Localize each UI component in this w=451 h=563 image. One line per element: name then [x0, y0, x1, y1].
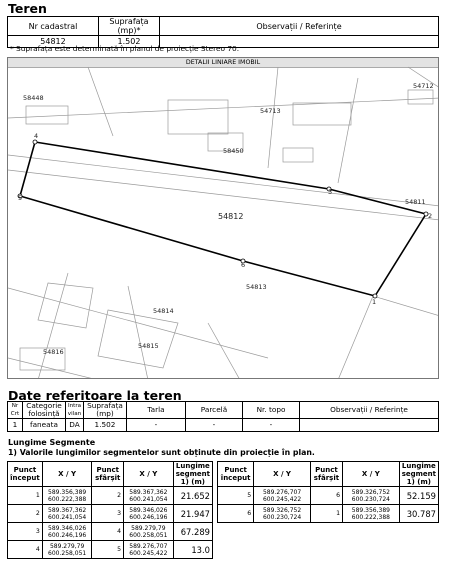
boundary-line [208, 323, 240, 379]
segment-end-xy [124, 487, 174, 505]
header-punct-sfarsit: Punct sfârșit [92, 462, 124, 487]
header-categorie: Categorie folosință [23, 402, 66, 419]
segment-end: 1 [310, 505, 342, 523]
coord-x: 589.367,362 [48, 506, 87, 514]
header-punct-inceput: Punct început [8, 462, 43, 487]
coord-x: 589.276,707 [262, 488, 302, 496]
segment-start: 6 [218, 505, 254, 523]
segment-start: 3 [8, 523, 43, 541]
building-outline [283, 148, 313, 162]
segments-table-right [217, 461, 439, 523]
coord-y: 600.222,388 [48, 495, 87, 503]
segment-end-xy [124, 541, 174, 559]
segments-right-body [218, 487, 439, 523]
building-outline [98, 310, 178, 368]
parcel-label: 54811 [405, 198, 426, 206]
segment-start: 2 [8, 505, 43, 523]
header-tarla: Tarla [127, 402, 186, 419]
parcel-label: 54712 [413, 82, 434, 90]
header-lungime: Lungime segment 1) (m) [173, 462, 212, 487]
building-outline [168, 100, 228, 134]
coord-x: 589.279,79 [49, 542, 85, 550]
parcel-label: 54815 [138, 342, 159, 350]
segment-end-xy [343, 487, 400, 505]
vertex-2-label: 2 [428, 212, 433, 220]
coord-x: 589.279,79 [131, 524, 166, 532]
cell-observatii [300, 419, 439, 432]
segment-end: 4 [92, 523, 124, 541]
coord-y: 600.245,422 [262, 495, 302, 503]
segment-length: 52.159 [399, 487, 438, 505]
coord-x: 589.326,752 [351, 488, 390, 496]
section-title-date-teren: Date referitoare la teren [8, 388, 182, 403]
boundary-line [128, 286, 148, 379]
cell-suprafata: 1.502 [84, 419, 127, 432]
segment-end: 6 [310, 487, 342, 505]
parcel-label: 58450 [223, 147, 244, 155]
segment-row [218, 505, 439, 523]
segment-start: 1 [8, 487, 43, 505]
segment-end-xy [343, 505, 400, 523]
coord-y: 600.258,051 [129, 531, 168, 539]
coord-y: 600.246,196 [48, 531, 87, 539]
boundary-line [38, 273, 68, 379]
header-lungime: Lungime segment 1) (m) [399, 462, 438, 487]
segment-start-xy [254, 487, 311, 505]
header-suprafata: Suprafața (mp)* [99, 17, 160, 36]
cell-categorie: faneata [23, 419, 66, 432]
header-nr-crt: Nr Crt [8, 402, 23, 419]
header-nr-topo: Nr. topo [243, 402, 300, 419]
segment-start-xy [254, 505, 311, 523]
header-xy: X / Y [124, 462, 174, 487]
segment-end-xy [124, 505, 174, 523]
cell-suprafata: 1.502 [99, 36, 160, 48]
parcel-label: 54814 [153, 307, 174, 315]
vertex-3-label: 3 [328, 188, 333, 196]
segment-end: 2 [92, 487, 124, 505]
header-xy: X / Y [254, 462, 311, 487]
coord-x: 589.356,389 [351, 506, 390, 514]
cell-nr-cadastral: 54812 [8, 36, 99, 48]
vertex-4-marker [33, 140, 37, 144]
coord-x: 589.367,362 [129, 488, 168, 496]
cell-nr-crt: 1 [8, 419, 23, 432]
coord-y: 600.230,724 [351, 495, 390, 503]
segment-length: 21.652 [173, 487, 212, 505]
header-observatii: Observații / Referințe [160, 17, 439, 36]
header-observatii: Observații / Referințe [300, 402, 439, 419]
segment-end: 5 [92, 541, 124, 559]
coord-x: 589.346,026 [129, 506, 168, 514]
section-title-segmente: Lungime Segmente [8, 438, 96, 447]
header-xy: X / Y [42, 462, 92, 487]
segment-row [218, 487, 439, 505]
header-parcela: Parcelă [186, 402, 243, 419]
parcel-label: 54813 [246, 283, 267, 291]
segment-row [8, 541, 213, 559]
section-title-teren: Teren [8, 1, 47, 16]
boundary-line [8, 358, 98, 379]
coord-x: 589.346,026 [48, 524, 87, 532]
coord-y: 600.241,054 [129, 495, 168, 503]
coord-y: 600.245,422 [129, 549, 168, 557]
coord-y: 600.230,724 [262, 513, 302, 521]
date-teren-table [7, 401, 439, 432]
parcel-label: 58448 [23, 94, 44, 102]
header-xy: X / Y [343, 462, 400, 487]
segment-row [8, 523, 213, 541]
segment-start: 4 [8, 541, 43, 559]
segment-start-xy [42, 541, 92, 559]
road-edge-upper [8, 155, 439, 206]
parcel-map [7, 57, 439, 379]
parcel-label-main: 54812 [218, 212, 244, 221]
segment-start-xy [42, 523, 92, 541]
vertex-1-label: 1 [372, 298, 377, 306]
cell-nr-topo: - [243, 419, 300, 432]
parcel-label: 54713 [260, 107, 281, 115]
header-punct-inceput: Punct început [218, 462, 254, 487]
suprafata-note: * Suprafața este determinată în planul de proiecție Stereo 70. [10, 44, 240, 53]
vertex-5-label: 5 [18, 194, 23, 202]
building-outline [38, 283, 93, 328]
segments-table-left [7, 461, 213, 559]
segment-end: 3 [92, 505, 124, 523]
building-outline [293, 103, 351, 125]
segment-start: 5 [218, 487, 254, 505]
vertex-4-label: 4 [34, 132, 39, 140]
cell-tarla: - [127, 419, 186, 432]
header-intravilan: Intra vilan [66, 402, 84, 419]
boundary-line [8, 98, 439, 118]
boundary-line [338, 296, 373, 379]
coord-y: 600.246,196 [129, 513, 168, 521]
cell-parcela: - [186, 419, 243, 432]
boundary-line [268, 67, 278, 168]
vertex-6-label: 6 [241, 261, 246, 269]
coord-x: 589.326,752 [262, 506, 302, 514]
segment-row [8, 487, 213, 505]
header-suprafata: Suprafața (mp) [84, 402, 127, 419]
coord-y: 600.222,388 [351, 513, 390, 521]
coord-y: 600.258,051 [48, 549, 87, 557]
header-punct-sfarsit: Punct sfârșit [310, 462, 342, 487]
boundary-line [373, 296, 439, 316]
coord-x: 589.356,389 [48, 488, 87, 496]
map-title: DETALII LINIARE IMOBIL [8, 58, 438, 68]
segment-start-xy [42, 505, 92, 523]
cell-intravilan: DA [66, 419, 84, 432]
segment-length: 67.289 [173, 523, 212, 541]
boundary-line [338, 78, 358, 183]
building-outline [408, 90, 433, 104]
segment-row [8, 505, 213, 523]
segment-end-xy [124, 523, 174, 541]
segment-length: 30.787 [399, 505, 438, 523]
coord-x: 589.276,707 [129, 542, 168, 550]
segment-start-xy [42, 487, 92, 505]
header-nr-cadastral: Nr cadastral [8, 17, 99, 36]
segments-left-body [8, 487, 213, 559]
segment-length: 21.947 [173, 505, 212, 523]
cadastral-drawing [8, 58, 439, 379]
parcel-label: 54816 [43, 348, 64, 356]
segment-length: 13.0 [173, 541, 212, 559]
coord-y: 600.241,054 [48, 513, 87, 521]
segmente-subtitle: 1) Valorile lungimilor segmentelor sunt obținute din proiecție în plan. [8, 448, 315, 457]
building-outline [26, 106, 68, 124]
boundary-line [88, 67, 113, 136]
